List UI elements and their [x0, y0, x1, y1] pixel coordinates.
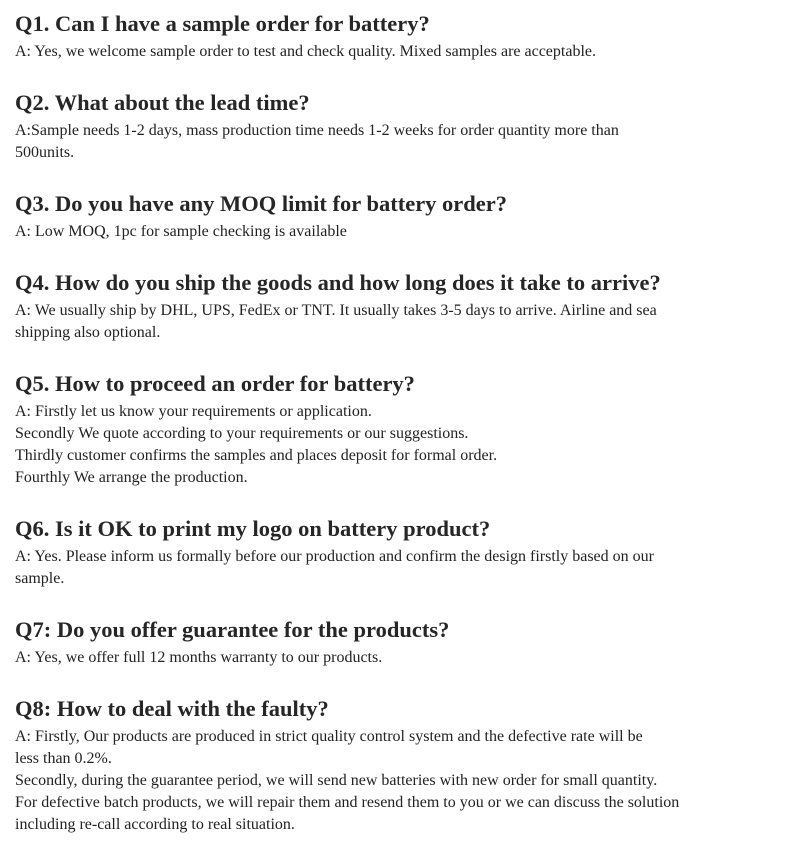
faq-item-2 [15, 89, 780, 164]
question-heading: Q6. Is it OK to print my logo on battery product? [15, 516, 491, 541]
answer-line: Secondly, during the guarantee period, we will send new batteries with new order for small quantity. [15, 772, 658, 789]
answer-line: less than 0.2%. [15, 750, 112, 767]
answer-line: including re-call according to real situation. [15, 816, 295, 833]
answer-line: A: Yes. Please inform us formally before our production and confirm the design firstly based on our [15, 548, 654, 565]
answer-line: A: Low MOQ, 1pc for sample checking is available [15, 223, 347, 240]
answer-line: A: Firstly let us know your requirements or application. [15, 403, 372, 420]
answer-text [15, 297, 780, 344]
answer-line: sample. [15, 570, 65, 587]
answer-text [15, 117, 780, 164]
answer-text [15, 218, 780, 243]
answer-line: Fourthly We arrange the production. [15, 469, 248, 486]
answer-line: For defective batch products, we will repair them and resend them to you or we can discuss the solution [15, 794, 680, 811]
question-heading: Q2. What about the lead time? [15, 90, 310, 115]
answer-line: shipping also optional. [15, 324, 161, 341]
faq-item-1 [15, 10, 780, 63]
faq-item-4 [15, 269, 780, 344]
answer-line: A:Sample needs 1-2 days, mass production time needs 1-2 weeks for order quantity more than [15, 122, 619, 139]
question-heading: Q4. How do you ship the goods and how long does it take to arrive? [15, 270, 661, 295]
answer-line: A: Yes, we offer full 12 months warranty to our products. [15, 649, 383, 666]
question-heading: Q1. Can I have a sample order for battery? [15, 11, 430, 36]
faq-item-5 [15, 370, 780, 489]
answer-line: A: Firstly, Our products are produced in strict quality control system and the defective rate will be [15, 728, 643, 745]
faq-item-8 [15, 695, 780, 836]
answer-line: Secondly We quote according to your requirements or our suggestions. [15, 425, 469, 442]
question-heading: Q5. How to proceed an order for battery? [15, 371, 415, 396]
faq-item-7 [15, 616, 780, 669]
answer-text [15, 398, 780, 489]
answer-text [15, 543, 780, 590]
answer-text [15, 644, 780, 669]
question-heading: Q3. Do you have any MOQ limit for battery order? [15, 191, 508, 216]
answer-line: A: We usually ship by DHL, UPS, FedEx or TNT. It usually takes 3-5 days to arrive. Airline and sea [15, 302, 657, 319]
faq-item-3 [15, 190, 780, 243]
answer-text [15, 38, 780, 63]
answer-line: A: Yes, we welcome sample order to test and check quality. Mixed samples are acceptable. [15, 43, 596, 60]
answer-line: Thirdly customer confirms the samples and places deposit for formal order. [15, 447, 498, 464]
faq-item-6 [15, 515, 780, 590]
answer-text [15, 723, 780, 836]
question-heading: Q8: How to deal with the faulty? [15, 696, 329, 721]
question-heading: Q7: Do you offer guarantee for the products? [15, 617, 450, 642]
answer-line: 500units. [15, 144, 75, 161]
